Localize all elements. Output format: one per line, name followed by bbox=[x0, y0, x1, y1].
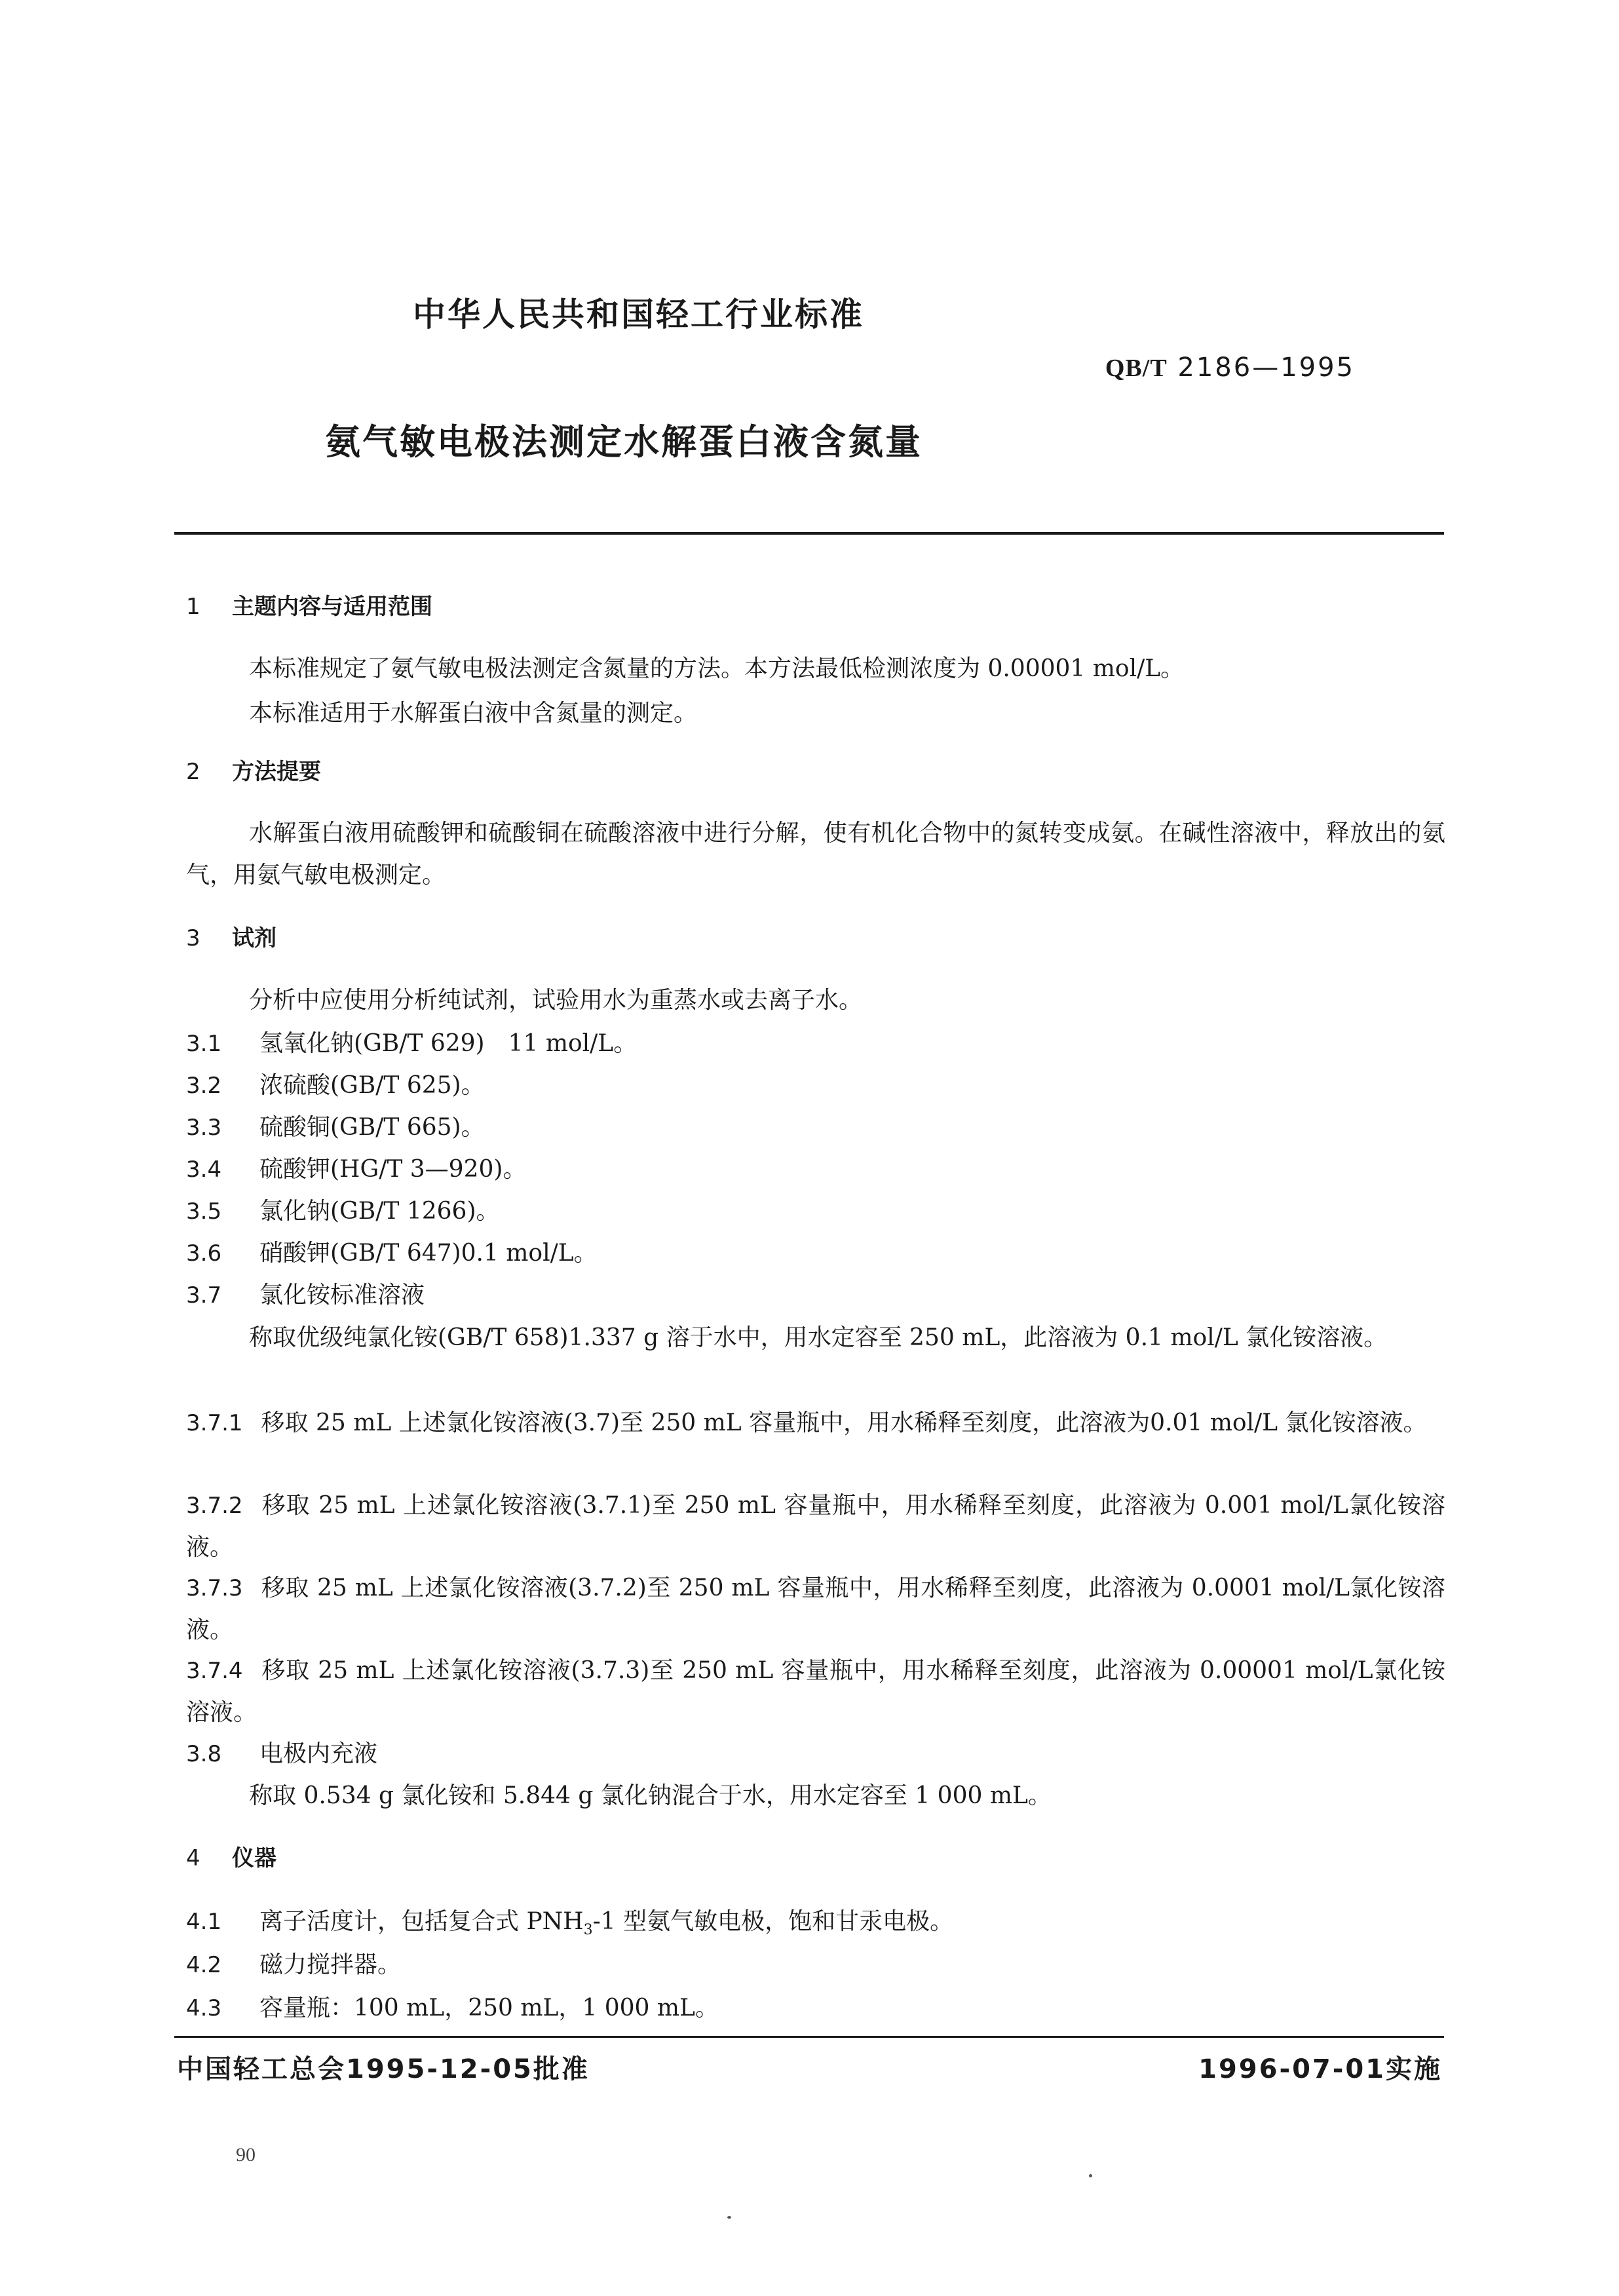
dilution-step bbox=[186, 1650, 1445, 1734]
item-number: 3.8 bbox=[186, 1741, 222, 1767]
item-number: 3.7 bbox=[186, 1282, 222, 1309]
instrument-item bbox=[186, 1989, 719, 2023]
reagent-item bbox=[186, 1109, 485, 1142]
standard-code-number: 2186—1995 bbox=[1177, 353, 1355, 383]
item-text: 磁力搅拌器。 bbox=[259, 1951, 402, 1978]
instrument-item bbox=[186, 1903, 953, 1938]
item-text: 移取 25 mL 上述氯化铵溶液(3.7.1)至 250 mL 容量瓶中，用水稀释至刻度，此溶液为 0.001 mol/L氯化铵溶液。 bbox=[186, 1492, 1445, 1561]
item-number: 3.3 bbox=[186, 1115, 222, 1141]
section-title: 方法提要 bbox=[232, 759, 321, 785]
item-number: 4.2 bbox=[186, 1952, 222, 1978]
section-2-heading bbox=[186, 754, 321, 786]
item-text: 氯化钠(GB/T 1266)。 bbox=[259, 1198, 500, 1225]
issuing-body-title: 中华人民共和国轻工行业标准 bbox=[413, 296, 864, 334]
section-4-heading bbox=[186, 1840, 276, 1872]
item-number: 3.5 bbox=[186, 1198, 222, 1225]
dilution-step bbox=[186, 1567, 1445, 1651]
ammonium-chloride-standard-paragraph: 称取优级纯氯化铵(GB/T 658)1.337 g 溶于水中，用水定容至 250 mL，此溶液为 0.1 mol/L 氯化铵溶液。 bbox=[249, 1324, 1388, 1351]
item-text: 硝酸钾(GB/T 647)0.1 mol/L。 bbox=[259, 1240, 598, 1267]
effective-date: 1996-07-01实施 bbox=[1198, 2054, 1442, 2084]
dilution-step bbox=[186, 1402, 1445, 1444]
section-3-heading bbox=[186, 920, 276, 952]
section-1-paragraph-1: 本标准规定了氨气敏电极法测定含氮量的方法。本方法最低检测浓度为 0.00001 mol/L。 bbox=[249, 655, 1185, 682]
reagent-item bbox=[186, 1193, 500, 1226]
electrode-fill-paragraph: 称取 0.534 g 氯化铵和 5.844 g 氯化钠混合于水，用水定容至 1 000 mL。 bbox=[249, 1782, 1052, 1809]
item-text: 移取 25 mL 上述氯化铵溶液(3.7.2)至 250 mL 容量瓶中，用水稀释至刻度，此溶液为 0.0001 mol/L氯化铵溶液。 bbox=[186, 1575, 1445, 1643]
item-number: 4.1 bbox=[186, 1909, 222, 1935]
section-title: 主题内容与适用范围 bbox=[232, 594, 432, 620]
item-text: -1 型氨气敏电极，饱和甘汞电极。 bbox=[592, 1908, 954, 1935]
approval-date: 中国轻工总会1995-12-05批准 bbox=[177, 2054, 590, 2084]
item-text: 浓硫酸(GB/T 625)。 bbox=[259, 1072, 485, 1099]
section-title: 仪器 bbox=[232, 1845, 276, 1871]
section-number: 1 bbox=[186, 594, 200, 620]
dilution-step bbox=[186, 1485, 1445, 1569]
item-text: 氯化铵标准溶液 bbox=[259, 1282, 425, 1309]
item-text: 氢氧化钠(GB/T 629) 11 mol/L。 bbox=[259, 1030, 638, 1057]
item-text: 容量瓶：100 mL，250 mL，1 000 mL。 bbox=[259, 1995, 719, 2021]
standard-code-prefix: QB/T bbox=[1105, 354, 1168, 382]
subscript: 3 bbox=[583, 1922, 593, 1939]
item-text: 硫酸钾(HG/T 3—920)。 bbox=[259, 1156, 527, 1183]
section-3-intro: 分析中应使用分析纯试剂，试验用水为重蒸水或去离子水。 bbox=[249, 987, 863, 1014]
document-title: 氨气敏电极法测定水解蛋白液含氮量 bbox=[325, 421, 923, 463]
reagent-item bbox=[186, 1067, 485, 1100]
item-text: 电极内充液 bbox=[259, 1740, 378, 1767]
reagent-item bbox=[186, 1276, 425, 1310]
section-2-paragraph: 水解蛋白液用硫酸钾和硫酸铜在硫酸溶液中进行分解，使有机化合物中的氮转变成氨。在碱性溶液中，释放出的氨气，用氨气敏电极测定。 bbox=[186, 820, 1445, 889]
footer-divider bbox=[174, 2036, 1444, 2038]
reagent-item bbox=[186, 1025, 637, 1058]
scan-speck bbox=[1089, 2174, 1092, 2177]
item-number: 3.7.4 bbox=[186, 1658, 243, 1684]
standard-code bbox=[1105, 353, 1355, 383]
item-number: 3.7.1 bbox=[186, 1410, 243, 1436]
item-number: 3.7.2 bbox=[186, 1493, 243, 1519]
section-1-paragraph-2: 本标准适用于水解蛋白液中含氮量的测定。 bbox=[249, 700, 698, 727]
reagent-item bbox=[186, 1234, 598, 1268]
instrument-item bbox=[186, 1946, 401, 1980]
section-1-heading bbox=[186, 588, 432, 621]
page-number: 90 bbox=[236, 2144, 256, 2166]
section-number: 3 bbox=[186, 925, 200, 951]
section-number: 4 bbox=[186, 1845, 200, 1871]
section-number: 2 bbox=[186, 759, 200, 785]
reagent-item bbox=[186, 1735, 377, 1769]
item-text: 硫酸铜(GB/T 665)。 bbox=[259, 1114, 485, 1141]
header-divider bbox=[174, 532, 1444, 535]
item-number: 4.3 bbox=[186, 1995, 222, 2021]
item-number: 3.2 bbox=[186, 1073, 222, 1099]
item-text: 移取 25 mL 上述氯化铵溶液(3.7)至 250 mL 容量瓶中，用水稀释至刻度，此溶液为0.01 mol/L 氯化铵溶液。 bbox=[261, 1409, 1427, 1436]
reagent-item bbox=[186, 1151, 526, 1184]
item-text: 移取 25 mL 上述氯化铵溶液(3.7.3)至 250 mL 容量瓶中，用水稀释至刻度，此溶液为 0.00001 mol/L氯化铵溶液。 bbox=[186, 1657, 1445, 1726]
scan-speck bbox=[727, 2216, 731, 2219]
item-number: 3.7.3 bbox=[186, 1575, 243, 1601]
item-number: 3.6 bbox=[186, 1240, 222, 1267]
item-text: 离子活度计，包括复合式 PNH bbox=[259, 1908, 584, 1935]
section-title: 试剂 bbox=[232, 925, 276, 951]
item-number: 3.4 bbox=[186, 1157, 222, 1183]
item-number: 3.1 bbox=[186, 1031, 222, 1057]
